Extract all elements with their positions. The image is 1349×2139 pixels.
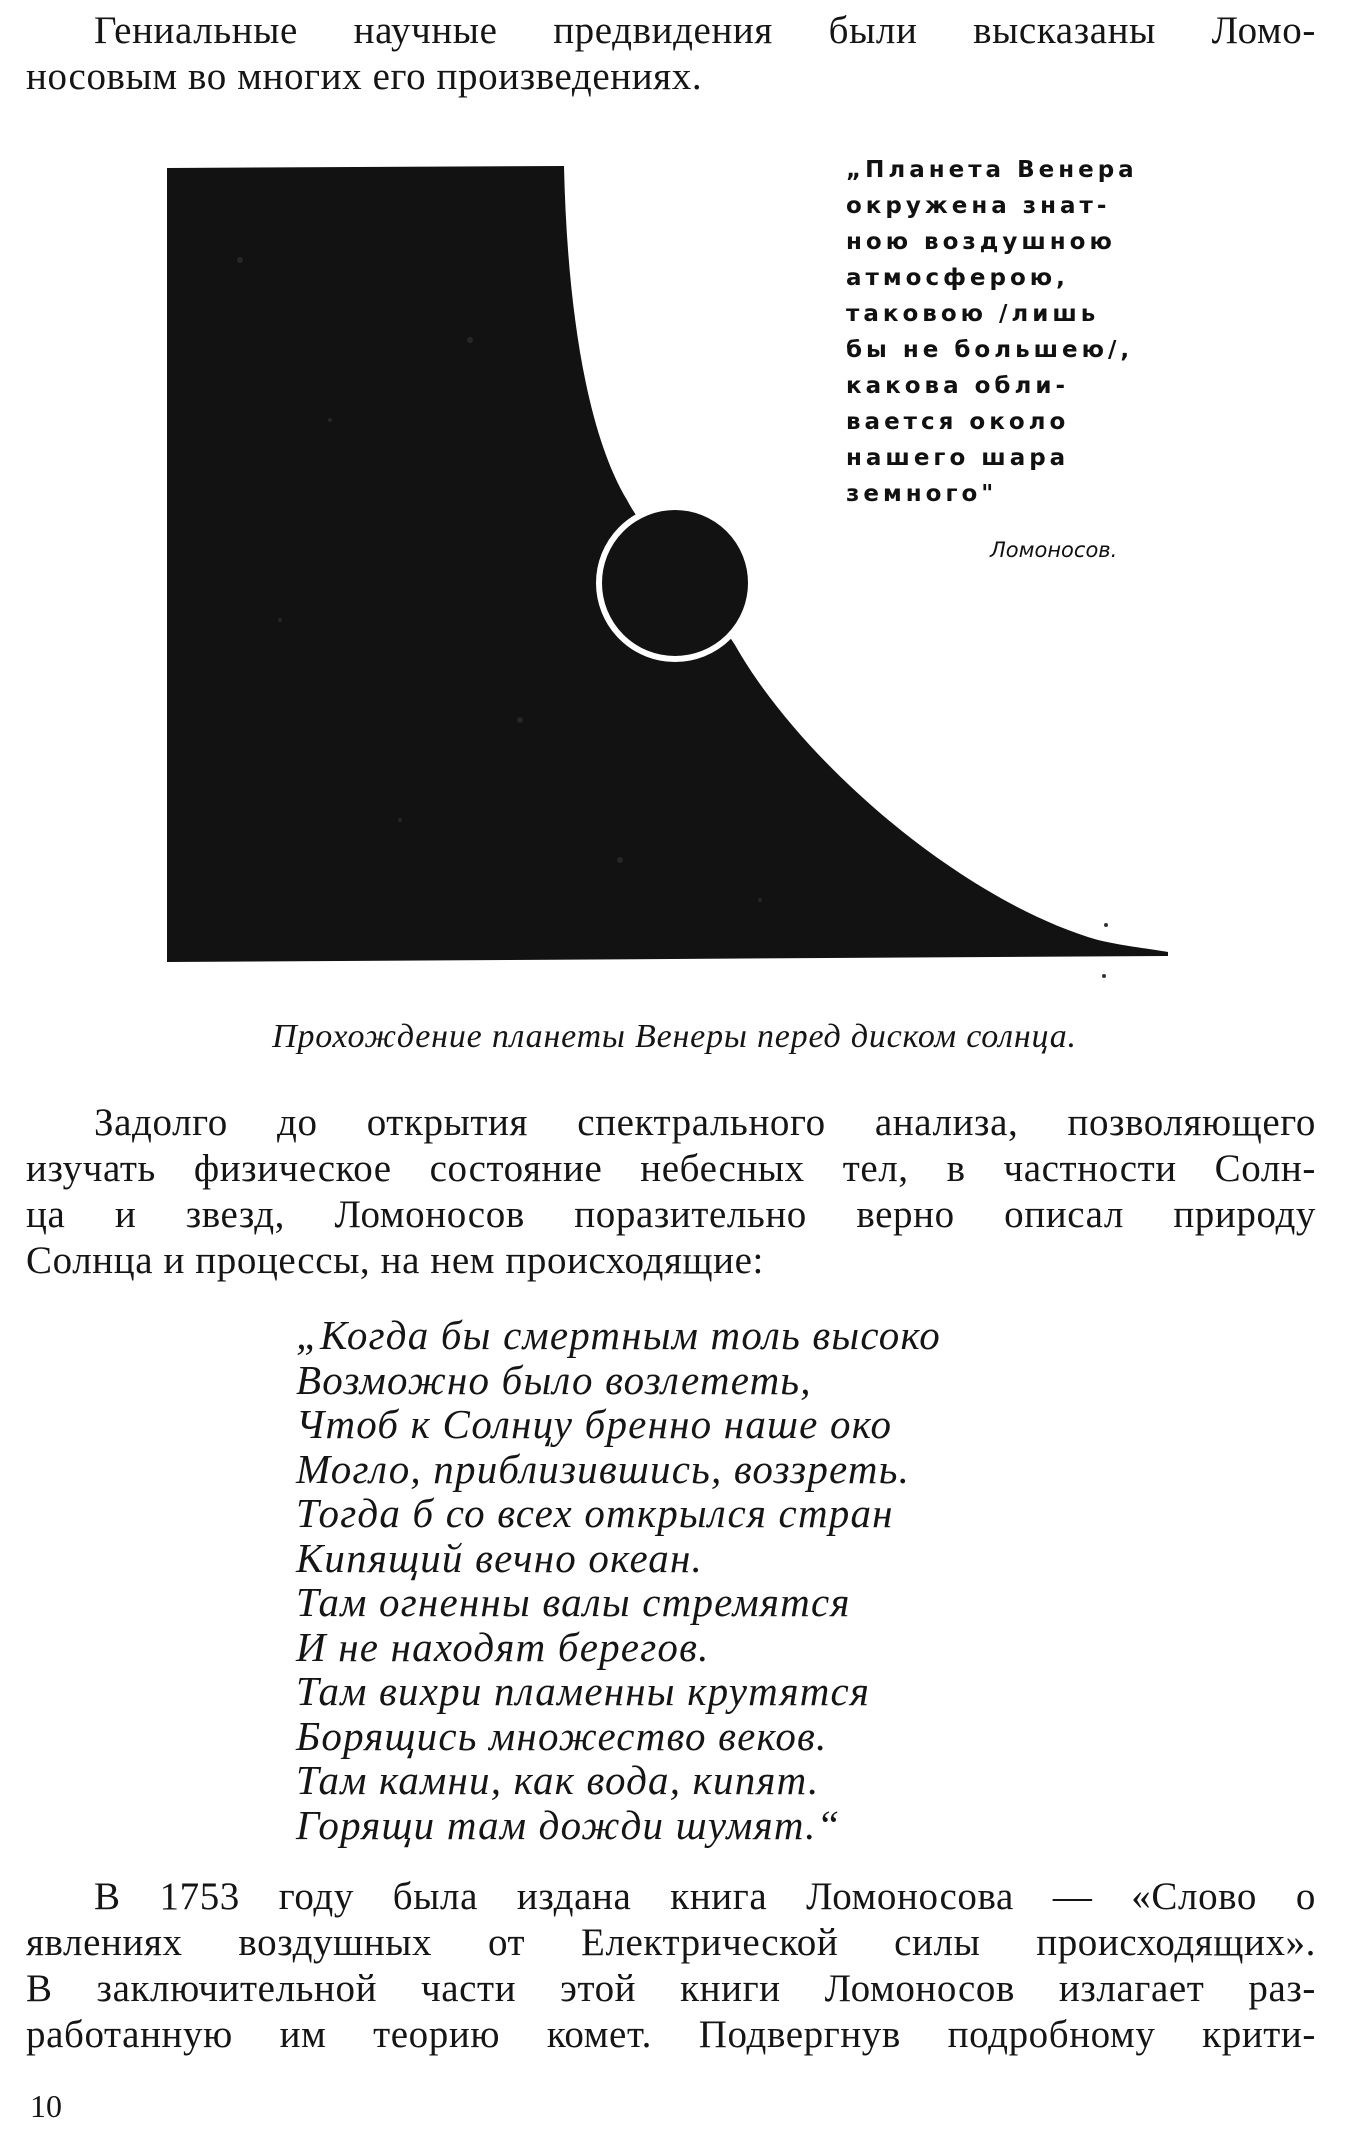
comet-line-1: В 1753 году была издана книга Ломоносова — «Слово о — [94, 1875, 1316, 1918]
venus-planet — [599, 507, 751, 659]
poem-line: Могло, приблизившись, воззреть. — [296, 1445, 911, 1492]
quote-line: какова обли- — [846, 373, 1069, 399]
poem-line: Там огненны валы стремятся — [296, 1579, 851, 1625]
spectral-line-3: ца и звезд, Ломоносов поразительно верно описал природу — [26, 1193, 1316, 1236]
venus-transit-figure — [0, 0, 1349, 1055]
quote-line: окружена знат- — [846, 193, 1111, 219]
lomonosov-quote — [846, 152, 1176, 512]
quote-line: вается около — [846, 409, 1070, 435]
comet-line-4: работанную им теорию комет. Подвергнув подробному крити- — [26, 2013, 1316, 2056]
poem-line: Чтоб к Солнцу бренно наше око — [296, 1401, 893, 1447]
spectral-line-4: Солнца и процессы, на нем происходящие: — [26, 1239, 764, 1282]
poem-line: Борящись множество веков. — [296, 1712, 828, 1759]
spectral-line-1: Задолго до открытия спектрального анализа, позволяющего — [94, 1101, 1316, 1144]
quote-author: Ломоносов. — [990, 538, 1118, 562]
quote-line: земного" — [846, 481, 998, 507]
poem-line: И не находят берегов. — [296, 1623, 710, 1670]
quote-line: „Планета Венера — [846, 157, 1138, 183]
quote-line: нашего шара — [846, 445, 1070, 471]
poem-line: Кипящий вечно океан. — [296, 1534, 703, 1581]
comet-line-2: явлениях воздушных от Електрической силы происходящих». — [26, 1921, 1316, 1964]
intro-line-1: Гениальные научные предвидения были высказаны Ломо- — [94, 9, 1316, 52]
quote-line: ною воздушною — [846, 229, 1116, 255]
poem-line: „Когда бы смертным толь высоко — [296, 1312, 941, 1358]
spectral-paragraph — [26, 1100, 1316, 1284]
quote-line: бы не большею/, — [846, 337, 1134, 363]
figure-caption: Прохождение планеты Венеры перед диском солнца. — [272, 1018, 1077, 1055]
poem-block — [296, 1313, 941, 1847]
poem-line: Там камни, как вода, кипят. — [296, 1757, 820, 1803]
spectral-line-2: изучать физическое состояние небесных тел, в частности Солн- — [26, 1147, 1316, 1190]
intro-line-2: носовым во многих его произведениях. — [26, 55, 703, 98]
comet-line-3: В заключительной части этой книги Ломоносов излагает раз- — [26, 1967, 1316, 2010]
quote-line: таковою /лишь — [846, 301, 1100, 327]
poem-line: Горящи там дожди шумят.“ — [296, 1801, 841, 1848]
page-number: 10 — [30, 2088, 62, 2124]
poem-line: Там вихри пламенны крутятся — [296, 1668, 871, 1714]
poem-line: Тогда б со всех открылся стран — [296, 1490, 894, 1536]
poem-line: Возможно было возлететь, — [296, 1356, 812, 1403]
quote-line: атмосферою, — [846, 265, 1069, 291]
comet-theory-paragraph — [26, 1874, 1316, 2058]
